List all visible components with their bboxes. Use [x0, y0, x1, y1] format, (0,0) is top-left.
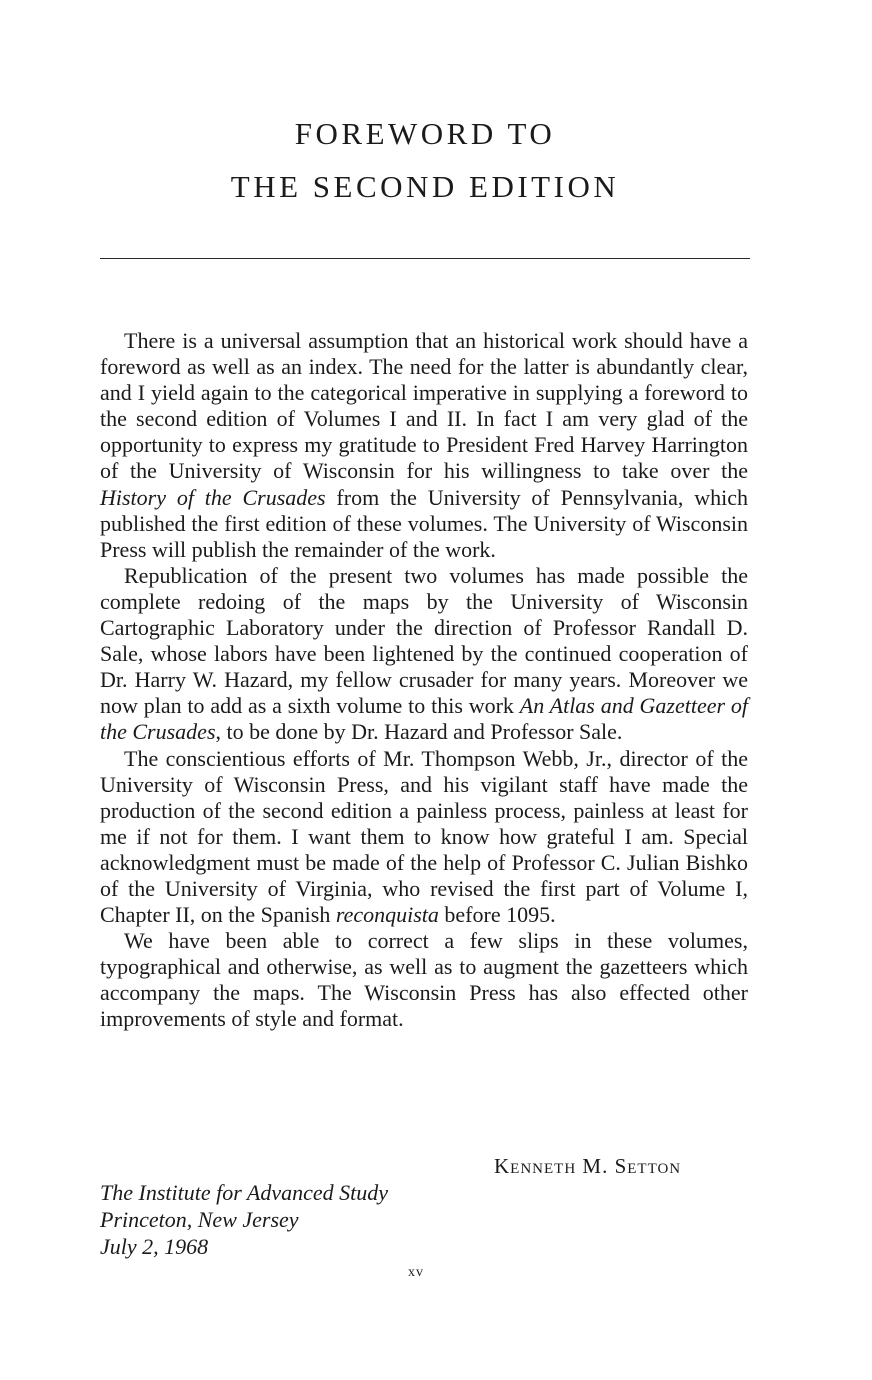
author-signature: Kenneth M. Setton — [494, 1154, 682, 1178]
place-institute: The Institute for Advanced Study — [100, 1180, 388, 1205]
page-number: xv — [408, 1265, 424, 1280]
paragraph-3-italic-term: reconquista — [335, 902, 439, 928]
paragraph-1 — [100, 328, 748, 563]
paragraph-1-book-title: History of the Crusades — [100, 484, 326, 510]
paragraph-1-text-b: from the University of Pennsylvania, which published the first edition of these volumes. The University of Wisconsin Press will publish the remainder of the work. — [100, 484, 748, 562]
place-date: July 2, 1968 — [100, 1234, 209, 1259]
paragraph-2 — [100, 563, 748, 746]
paragraph-3-text-a: The conscientious efforts of Mr. Thompson Webb, Jr., director of the University of Wisconsin Press, and his vigilant staff have made the production of the second edition a painless process, painless at least for me if not for them. I want them to know how grateful I am. Special acknowledgment must be made of the help of Professor C. Julian Bishko of the University of Virginia, who revised the first part of Volume I, Chapter II, on the Spanish — [100, 745, 748, 928]
paragraph-4 — [100, 928, 748, 1032]
foreword-body — [100, 328, 748, 1033]
place-and-date — [100, 1179, 520, 1260]
place-city: Princeton, New Jersey — [100, 1207, 299, 1232]
title-line-2: THE SECOND EDITION — [230, 169, 620, 204]
paragraph-2-text-a: Republication of the present two volumes has made possible the complete redoing of the maps by the University of Wisconsin Cartographic Laboratory under the direction of Professor Randall D. Sale, whose labors have been lightened by the continued cooperation of Dr. Harry W. Hazard, my fellow crusader for many years. Moreover we now plan to add as a sixth volume to this work — [100, 562, 748, 719]
paragraph-2-book-title: An Atlas and Gazetteer of the Crusades — [100, 693, 748, 745]
title-rule — [100, 258, 750, 259]
paragraph-2-text-b: , to be done by Dr. Hazard and Professor Sale. — [215, 719, 623, 745]
paragraph-4-text: We have been able to correct a few slips in these volumes, typographical and otherwise, as well as to augment the gazetteers which accompany the maps. The Wisconsin Press has also effected other improvements of style and format. — [100, 928, 748, 1032]
title-line-1: FOREWORD TO — [294, 116, 556, 151]
paragraph-3-text-b: before 1095. — [438, 902, 556, 928]
paragraph-3 — [100, 746, 748, 929]
paragraph-1-text-a: There is a universal assumption that an historical work should have a foreword as well as an index. The need for the latter is abundantly clear, and I yield again to the categorical imperative in supplying a foreword to the second edition of Volumes I and II. In fact I am very glad of the opportunity to express my gratitude to President Fred Harvey Harrington of the University of Wisconsin for his willingness to take over the — [100, 328, 748, 484]
